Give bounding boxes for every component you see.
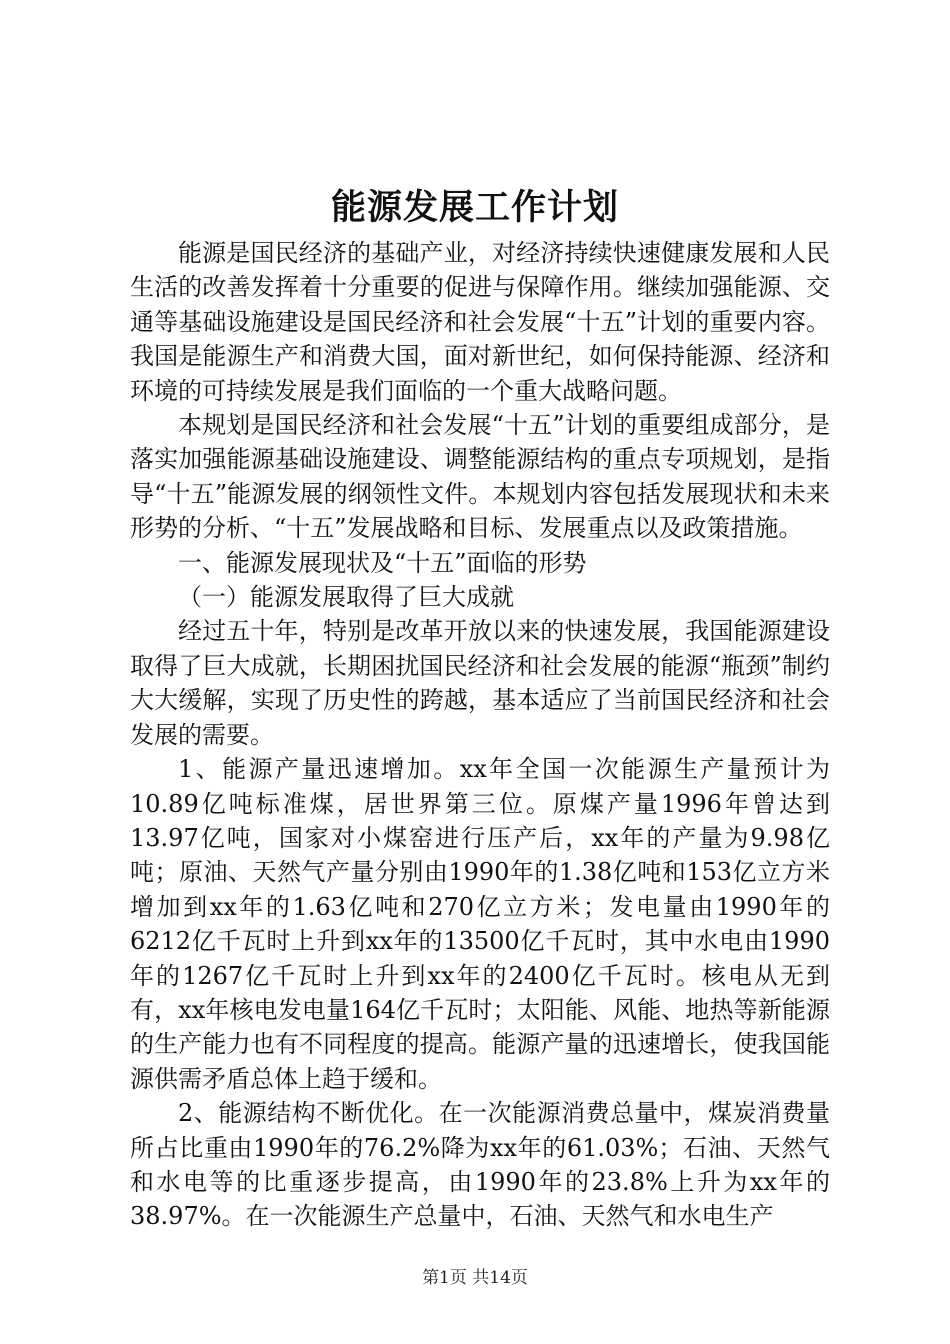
document-body — [130, 236, 830, 1234]
section-heading-1: 一、能源发展现状及“十五”面临的形势 — [178, 548, 587, 577]
paragraph-achievements: 经过五十年，特别是改革开放以来的快速发展，我国能源建设取得了巨大成就，长期困扰国民经济和社会发展的能源“瓶颈”制约大大缓解，实现了历史性的跨越，基本适应了当前国民经济和社会发展的需要。 — [130, 617, 830, 749]
page-number-footer: 第1页 共14页 — [422, 1268, 528, 1288]
document-title: 能源发展工作计划 — [330, 187, 619, 228]
subsection-heading-1: （一）能源发展取得了巨大成就 — [178, 583, 514, 612]
paragraph-production: 1、能源产量迅速增加。xx年全国一次能源生产量预计为10.89亿吨标准煤，居世界第三位。原煤产量1996年曾达到13.97亿吨，国家对小煤窑进行压产后，xx年的产量为9.98亿吨；原油、天然气产量分别由1990年的1.38亿吨和153亿立方米增加到xx年的1.63亿吨和270亿立方米；发电量由1990年的6212亿千瓦时上升到xx年的13500亿千瓦时，其中水电由1990年的1267亿千瓦时上升到xx年的2400亿千瓦时。核电从无到有，xx年核电发电量164亿千瓦时；太阳能、风能、地热等新能源的生产能力也有不同程度的提高。能源产量的迅速增长，使我国能源供需矛盾总体上趋于缓和。 — [130, 755, 830, 1093]
paragraph-intro: 能源是国民经济的基础产业，对经济持续快速健康发展和人民生活的改善发挥着十分重要的促进与保障作用。继续加强能源、交通等基础设施建设是国民经济和社会发展“十五”计划的重要内容。我国是能源生产和消费大国，面对新世纪，如何保持能源、经济和环境的可持续发展是我们面临的一个重大战略问题。 — [130, 239, 830, 405]
paragraph-plan-scope: 本规划是国民经济和社会发展“十五”计划的重要组成部分，是落实加强能源基础设施建设、调整能源结构的重点专项规划，是指导“十五”能源发展的纲领性文件。本规划内容包括发展现状和未来形势的分析、“十五”发展战略和目标、发展重点以及政策措施。 — [130, 411, 830, 543]
paragraph-structure: 2、能源结构不断优化。在一次能源消费总量中，煤炭消费量所占比重由1990年的76.2%降为xx年的61.03%；石油、天然气和水电等的比重逐步提高，由1990年的23.8%上升为xx年的38.97%。在一次能源生产总量中，石油、天然气和水电生产 — [130, 1099, 830, 1231]
